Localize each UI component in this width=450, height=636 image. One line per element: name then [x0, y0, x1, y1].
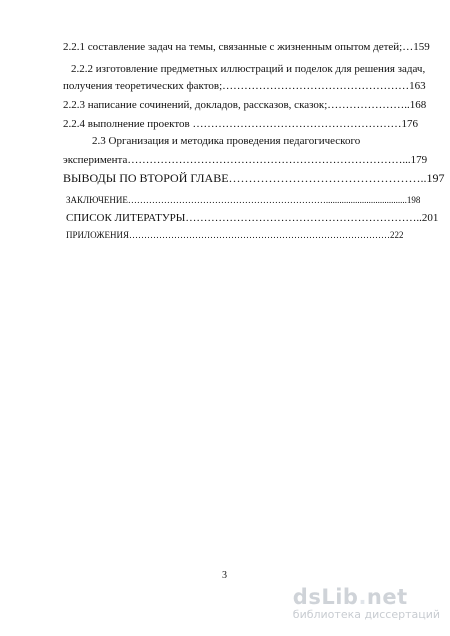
toc-entry-bibliography: СПИСОК ЛИТЕРАТУРЫ………………………………………………………..201 — [66, 212, 439, 224]
toc-entry-conclusions-chapter-2: ВЫВОДЫ ПО ВТОРОЙ ГЛАВЕ…………………………………………..197 — [63, 171, 445, 185]
page-number: 3 — [222, 570, 227, 581]
logo-main: dsLib — [292, 585, 359, 609]
toc-entry-2-2-3: 2.2.3 написание сочинений, докладов, рассказов, сказок;…………………..168 — [63, 99, 427, 111]
toc-entry-2-3-continuation: эксперимента…………………………………………………………………...179 — [63, 154, 428, 166]
watermark-subtitle: библиотека диссертаций — [292, 608, 440, 621]
dslib-watermark — [293, 586, 440, 621]
toc-entry-2-2-2-continuation: получения теоретических фактов;……………………………………………163 — [63, 80, 426, 92]
toc-entry-2-2-1: 2.2.1 составление задач на темы, связанные с жизненным опытом детей;…159 — [63, 41, 430, 53]
dslib-logo — [293, 586, 440, 608]
toc-entry-2-2-4: 2.2.4 выполнение проектов …………………………………………………176 — [63, 118, 418, 130]
logo-dot: . — [358, 585, 367, 609]
toc-entry-2-2-2: 2.2.2 изготовление предметных иллюстраций и поделок для решения задач, — [71, 63, 426, 75]
toc-entry-conclusion: ЗАКЛЮЧЕНИЕ…………………………………………………………....................................198 — [66, 195, 421, 205]
toc-entry-2-3: 2.3 Организация и методика проведения педагогического — [92, 135, 361, 147]
logo-tld: net — [366, 585, 408, 609]
toc-entry-appendices: ПРИЛОЖЕНИЯ……………………………………………………………………………222 — [66, 230, 404, 240]
